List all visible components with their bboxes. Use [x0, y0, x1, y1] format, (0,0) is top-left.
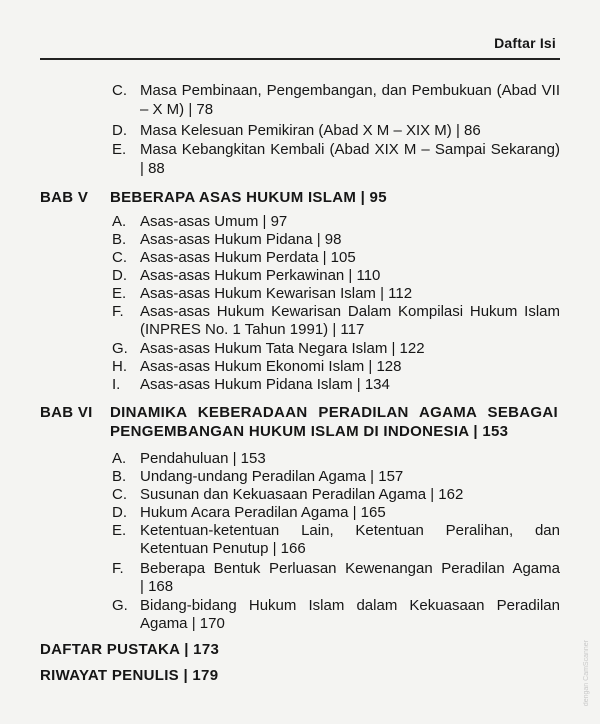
chapter-title-cont: PENGEMBANGAN HUKUM ISLAM DI INDONESIA | 153 — [110, 423, 509, 440]
riwayat-penulis-entry: RIWAYAT PENULIS | 179 — [40, 667, 219, 684]
toc-item-cont: (INPRES No. 1 Tahun 1991) | 117 — [140, 321, 365, 338]
toc-item-cont: Ketentuan Penutup | 166 — [140, 540, 306, 557]
toc-item-e-cont: | 88 — [140, 160, 165, 177]
book-page: Daftar Isi C. Masa Pembinaan, Pengembangan, dan Pembukuan (Abad VII – X M) | 78 D. Masa Kelesuan Pemikiran (Abad X M – XIX M) | 86 E. Masa Kebangkitan Kembali (Abad XIX M – Sampai Sekarang) | 88 BAB V BEBERAPA ASAS HUKUM ISLAM | 95 A. Asas-asas Umum | 97 B. Asas-asas Hukum Pidana | 98 C. Asas-asas Hukum Perdata | 105 D. Asas-asas Hukum Perkawinan | 110 E. Asas-asas Hukum Kewarisan Islam | 112 F. Asas-asas Hukum Kewarisan Dalam Kompilasi Hukum Islam (INPRES No. 1 Tahun 1991) | 117 G. Asas-asas Hukum Tata Negara Islam | 122 H. Asas-asas Hukum Ekonomi Islam | 128 I. Asas-asas Hukum Pidana Islam | 134 BAB VI DINAMIKA KEBERADAAN PERADILAN AGAMA SEBAGAI PENGEMBANGAN HUKUM ISLAM DI INDONESIA | 153 A. Pendahuluan | 153 B. Undang-undang Peradilan Agama | 157 C. Susunan dan Kekuasaan Peradilan Agama | 162 D. Hukum Acara Peradilan Agama | 165 E. Ketentuan-ketentuan Lain, Ketentuan Peralihan, dan Ketentuan Penutup | 166 F. Beberapa Bentuk Perluasan Kewenangan Peradilan Agama | 168 G. Bidang-bidang Hukum Islam dalam Kekuasaan Peradilan Agama | 170 DAFTAR PUSTAKA | 173 RIWAYAT PENULIS | 179 dengan CamScanner — [40, 35, 590, 707]
running-header: Daftar Isi — [494, 35, 556, 51]
toc-item-cont: | 168 — [140, 578, 174, 595]
daftar-pustaka-entry: DAFTAR PUSTAKA | 173 — [40, 641, 220, 658]
chapter-label: BAB VI — [40, 404, 93, 421]
header-rule — [40, 58, 560, 60]
scanner-watermark: dengan CamScanner — [583, 640, 590, 707]
toc-item-c-cont: – X M) | 78 — [140, 101, 214, 118]
toc-item-text: Masa Pembinaan, Pengembangan, dan Pembukuan (Abad VII — [140, 82, 560, 99]
chapter-title: BEBERAPA ASAS HUKUM ISLAM | 95 — [110, 189, 387, 206]
chapter-title: DINAMIKA KEBERADAAN PERADILAN AGAMA SEBAGAI — [110, 404, 558, 421]
toc-item-cont: Agama | 170 — [140, 615, 225, 632]
chapter-label: BAB V — [40, 189, 89, 206]
